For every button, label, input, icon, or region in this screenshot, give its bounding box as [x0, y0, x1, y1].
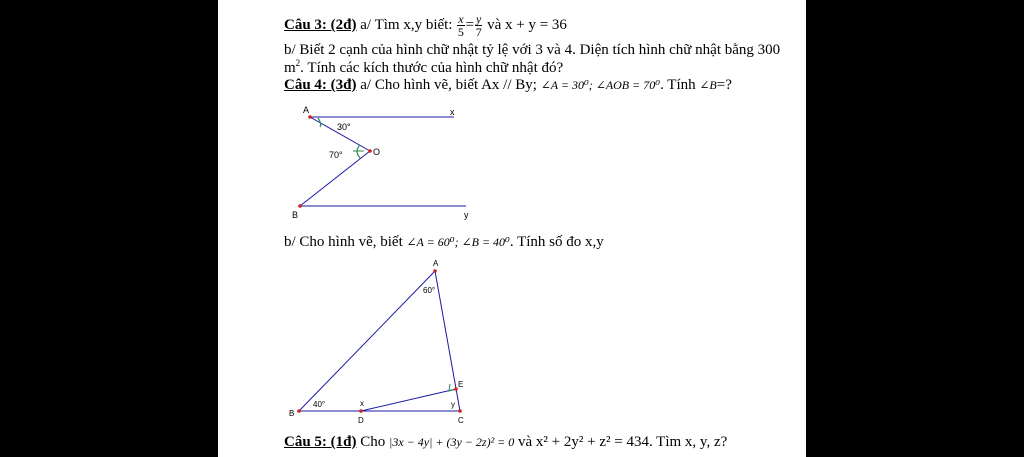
- q5-prefix: Cho: [360, 434, 386, 450]
- q5-expression: |3x − 4y| + (3y − 2z)² = 0: [389, 435, 515, 449]
- q4-b-prefix: b/ Cho hình vẽ, biết: [284, 234, 403, 250]
- point-a: [308, 115, 312, 119]
- q5-condition: và x² + 2y² + z² = 434. Tìm x, y, z?: [518, 434, 728, 450]
- label-angle-a: 30°: [337, 122, 351, 132]
- figure-parallel-lines: [218, 100, 806, 225]
- side-ab: [299, 271, 435, 411]
- point-c: [458, 409, 462, 413]
- label-b: B: [289, 409, 295, 418]
- label-x: x: [450, 107, 455, 117]
- q4-line-b: [284, 233, 604, 251]
- q4-a-given: ∠A = 30⁰; ∠AOB = 70⁰: [540, 78, 661, 92]
- q4-a-end: =?: [716, 77, 732, 93]
- label-y: y: [451, 400, 455, 409]
- q3-a-condition: và x + y = 36: [487, 16, 567, 33]
- label-angle-b: 40°: [313, 400, 326, 409]
- q4-a-post: . Tính: [660, 77, 696, 93]
- label-a: A: [433, 259, 439, 268]
- segment-de: [361, 389, 456, 411]
- q3-equals: =: [465, 16, 475, 33]
- q4-b-post: . Tính số đo x,y: [509, 234, 604, 250]
- q5-line: [284, 433, 727, 451]
- q3-b-question: . Tính các kích thước của hình chữ nhật đó?: [300, 60, 564, 76]
- label-angle-a: 60°: [423, 286, 436, 295]
- q4-title: Câu 4: (3đ): [284, 77, 357, 93]
- q3-fraction-y: $\frac{y}{7}$: [475, 12, 482, 39]
- point-o: [368, 149, 372, 153]
- q4-a-ask: ∠B: [699, 78, 717, 92]
- q3-b-line2: [284, 59, 563, 77]
- q3-fraction-x: $\frac{x}{5}$: [457, 12, 464, 39]
- label-c: C: [458, 416, 464, 425]
- label-e: E: [458, 380, 464, 389]
- label-y: y: [464, 210, 469, 220]
- q3-a-prefix: a/ Tìm x,y biết:: [360, 16, 453, 33]
- label-o: O: [373, 147, 381, 157]
- document-page: [218, 0, 806, 457]
- q4-a-prefix: a/ Cho hình vẽ, biết Ax // By;: [360, 77, 537, 93]
- q3-b-line1: b/ Biết 2 cạnh của hình chữ nhật tỷ lệ với 3 và 4. Diện tích hình chữ nhật bằng 300: [284, 42, 781, 58]
- label-d: D: [358, 416, 364, 425]
- q4-line-a: [284, 76, 732, 94]
- q3-line-a: [284, 13, 567, 38]
- label-b: B: [292, 210, 299, 220]
- q3-title: Câu 3: (2đ): [284, 16, 357, 33]
- figure-triangle: [218, 255, 806, 430]
- point-b: [297, 409, 301, 413]
- q4-b-given: ∠A = 60⁰; ∠B = 40⁰: [406, 235, 510, 249]
- q3-b-unit-exp: 2: [295, 58, 301, 68]
- point-a: [433, 269, 437, 273]
- label-angle-o: 70°: [329, 150, 343, 160]
- q5-title: Câu 5: (1đ): [284, 434, 357, 450]
- point-d: [359, 409, 363, 413]
- label-x: x: [360, 399, 364, 408]
- point-b: [298, 204, 302, 208]
- label-a: A: [303, 105, 310, 115]
- q3-b-unit: m: [284, 60, 296, 76]
